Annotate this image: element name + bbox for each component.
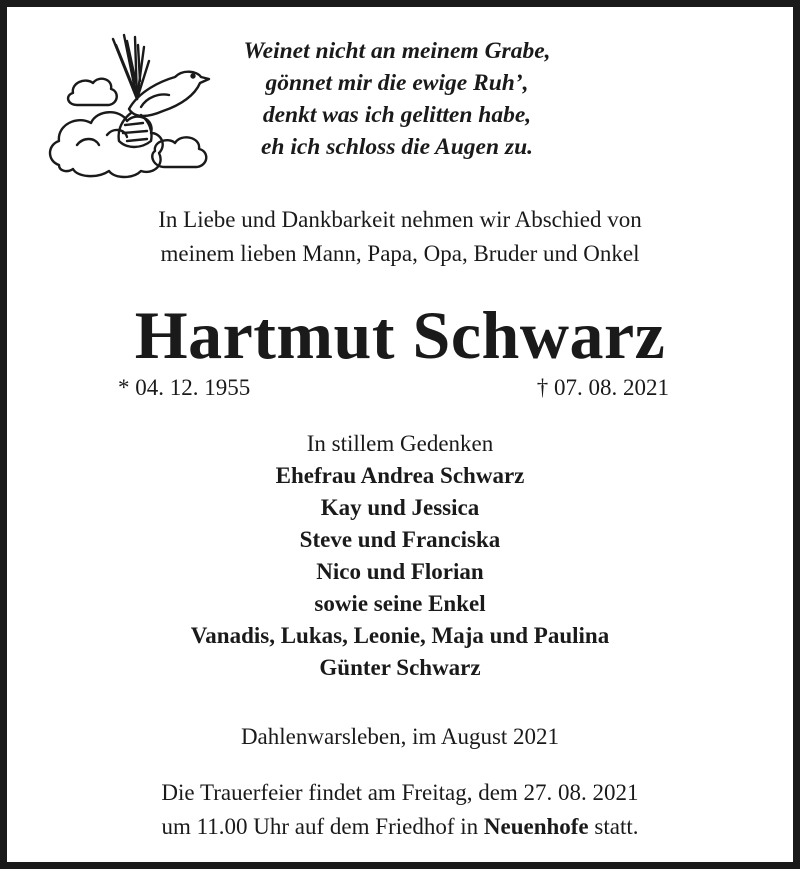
birth-date: * 04. 12. 1955 [118, 375, 251, 400]
death-date: † 07. 08. 2021 [536, 375, 669, 400]
mourner-name: Kay und Jessica [320, 495, 480, 520]
funeral-suffix: statt. [594, 814, 639, 839]
poem-line: denkt was ich gelitten habe, [262, 102, 532, 128]
dove-over-clouds-icon [37, 25, 215, 181]
mourner-name: Ehefrau Andrea Schwarz [275, 463, 525, 488]
funeral-line-2 [7, 810, 793, 844]
memorial-poem [219, 35, 575, 163]
mourner-name: Vanadis, Lukas, Leonie, Maja und Paulina [190, 623, 610, 648]
intro-line: meinem lieben Mann, Papa, Opa, Bruder und Onkel [160, 241, 640, 266]
funeral-line-1: Die Trauerfeier findet am Freitag, dem 27. 08. 2021 [161, 780, 639, 805]
intro-line: In Liebe und Dankbarkeit nehmen wir Abschied von [158, 207, 642, 232]
farewell-intro [7, 203, 793, 271]
deceased-name: Hartmut Schwarz [134, 297, 666, 373]
mourners-list [7, 428, 793, 684]
mourner-name: Günter Schwarz [319, 655, 481, 680]
poem-line: gönnet mir die ewige Ruh’, [265, 70, 529, 96]
funeral-location: Neuenhofe [483, 814, 589, 839]
poem-line: Weinet nicht an meinem Grabe, [243, 38, 551, 64]
mourner-name: Steve und Franciska [299, 527, 501, 552]
funeral-time-text: um 11.00 Uhr auf dem Friedhof in [161, 814, 479, 839]
poem-line: eh ich schloss die Augen zu. [260, 134, 534, 160]
funeral-info [7, 776, 793, 844]
mourner-name: Nico und Florian [316, 559, 484, 584]
place-and-date: Dahlenwarsleben, im August 2021 [240, 724, 560, 749]
mourners-heading: In stillem Gedenken [306, 431, 494, 456]
mourner-name: sowie seine Enkel [314, 591, 486, 616]
